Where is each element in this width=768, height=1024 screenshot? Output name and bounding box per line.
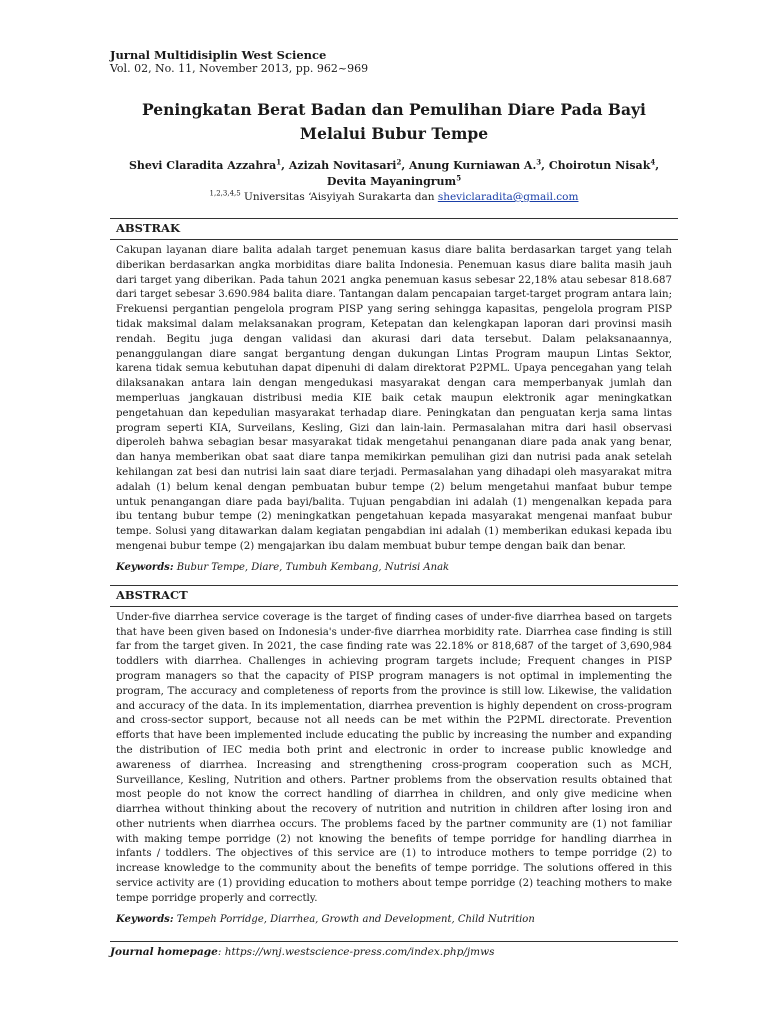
abstrak-heading: ABSTRAK <box>110 218 678 240</box>
author-affil-marker: 2 <box>396 157 402 167</box>
author-affil-marker: 3 <box>536 157 542 167</box>
author-name: Azizah Novitasari <box>288 159 397 172</box>
abstrak-body: Cakupan layanan diare balita adalah target penemuan kasus diare balita berdasarkan target yang telah diberikan berdasarkan angka morbiditas diare balita Indonesia. Penemuan kasus diare balita masih jauh dari target yang diberikan. Pada tahun 2021 angka penemuan kasus sebesar 22,18% atau sebesar 818.687 dari target sebesar 3.690.984 balita diare. Tantangan dalam pencapaian target-target program antara lain; Frekuensi pergantian pengelola program PISP yang sering sehingga kapasitas, pengelola program PISP tidak maksimal dalam melaksanakan program, Ketepatan dan kelengkapan laporan dari provinsi masih rendah. Begitu juga dengan validasi dan akurasi dari data tersebut. Dalam pelaksanaannya, penanggulangan diare sangat bergantung dengan dukungan Lintas Program maupun Lintas Sektor, karena tidak semua kebutuhan dapat dipenuhi di dalam direktorat P2PML. Upaya pencegahan yang telah dilaksanakan antara lain dengan mengedukasi masyarakat dengan cara memperbanyak jumlah dan memperluas jangkauan distribusi media KIE baik cetak maupun elektronik agar meningkatkan pengetahuan dan kepedulian masyarakat terhadap diare. Peningkatan dan penguatan kerja sama lintas program seperti KIA, Surveilans, Kesling, Gizi dan lain-lain. Permasalahan mitra dari hasil observasi diperoleh bahwa sebagian besar masyarakat tidak mengetahui penanganan diare pada anak yang benar, dan hanya memberikan obat saat diare tanpa memikirkan pemulihan gizi dan nutrisi pada anak setelah kehilangan zat besi dan nutrisi lain saat diare terjadi. Permasalahan yang dihadapi oleh masyarakat mitra adalah (1) belum kenal dengan pembuatan bubur tempe (2) belum mengetahui manfaat bubur tempe untuk penangangan diare pada bayi/balita. Tujuan pengabdian ini adalah (1) mengenalkan kepada para ibu tentang bubur tempe (2) meningkatkan pengetahuan kepada masyarakat mengenai manfaat bubur tempe. Solusi yang ditawarkan dalam kegiatan pengabdian ini adalah (1) memberikan edukasi kepada ibu mengenai bubur tempe (2) mengajarkan ibu dalam membuat bubur tempe dengan baik dan benar. <box>116 245 672 552</box>
author-email-link[interactable]: sheviclaradita@gmail.com <box>437 191 579 203</box>
author-name: Choirotun Nisak <box>548 159 651 172</box>
paper-page <box>110 48 678 958</box>
author-affil-marker: 5 <box>456 173 462 183</box>
keywords-list: Bubur Tempe, Diare, Tumbuh Kembang, Nutrisi Anak <box>173 561 450 573</box>
journal-name: Jurnal Multidisiplin West Science <box>110 48 327 62</box>
affiliation <box>110 190 678 204</box>
abstract-body: Under-five diarrhea service coverage is the target of finding cases of under-five diarrhea based on targets that have been given based on Indonesia's under-five diarrhea morbidity rate. Diarrhea case finding is still far from the target given. In 2021, the case finding rate was 22.18% or 818,687 of the target of 3,690,984 toddlers with diarrhea. Challenges in achieving program targets include; Frequent changes in PISP program managers so that the capacity of PISP program managers is not optimal in implementing the program, The accuracy and completeness of reports from the province is still low. Likewise, the validation and accuracy of the data. In its implementation, diarrhea prevention is highly dependent on cross-program and cross-sector support, because not all needs can be met within the P2PML directorate. Prevention efforts that have been implemented include educating the public by increasing the number and expanding the distribution of IEC media both print and electronic in order to increase public knowledge and awareness of diarrhea. Increasing and strengthening cross-program cooperation such as MCH, Surveillance, Kesling, Nutrition and others. Partner problems from the observation results obtained that most people do not know the correct handling of diarrhea in children, and only give medicine when diarrhea without thinking about the recovery of nutrition and nutrition in children after losing iron and other nutrients when diarrhea occurs. The problems faced by the partner community are (1) not familiar with making tempe porridge (2) not knowing the benefits of tempe porridge for handling diarrhea in infants / toddlers. The objectives of this service are (1) to introduce mothers to tempe porridge (2) to increase knowledge to the community about the benefits of tempe porridge. The solutions offered in this service activity are (1) providing education to mothers about tempe porridge (2) teaching mothers to make tempe porridge properly and correctly. <box>116 611 672 904</box>
keywords-label: Keywords: <box>116 561 174 573</box>
author-name: Devita Mayaningrum <box>326 175 457 188</box>
homepage-separator: : <box>217 945 225 958</box>
homepage-url[interactable]: https://wnj.westscience-press.com/index.php/jmws <box>224 945 495 958</box>
author-affil-marker: 1 <box>276 157 282 167</box>
keywords-label: Keywords: <box>116 913 174 925</box>
journal-volume-info: Vol. 02, No. 11, November 2013, pp. 962~969 <box>110 62 369 75</box>
author-list: Shevi Claradita Azzahra$^1$, Azizah Novitasari$^2$, Anung Kurniawan A.$^3$, Choirotun Nisak$^4$, Devita Mayaningrum$^5$ <box>128 157 660 188</box>
author-affil-marker: 4 <box>650 157 656 167</box>
affiliation-text: Universitas ‘Aisyiyah Surakarta dan <box>240 191 438 203</box>
paper-title: Peningkatan Berat Badan dan Pemulihan Diare Pada Bayi Melalui Bubur Tempe <box>142 100 646 143</box>
affiliation-marker: 1,2,3,4,5 <box>209 189 241 198</box>
keywords-list: Tempeh Porridge, Diarrhea, Growth and Development, Child Nutrition <box>173 913 535 925</box>
abstract-heading: ABSTRACT <box>110 585 678 607</box>
author-name: Anung Kurniawan A. <box>409 159 537 172</box>
homepage-label: Journal homepage <box>110 945 218 958</box>
author-name: Shevi Claradita Azzahra <box>128 159 277 172</box>
journal-homepage <box>110 941 678 958</box>
abstract-keywords <box>110 913 678 927</box>
abstrak-keywords <box>110 561 678 575</box>
